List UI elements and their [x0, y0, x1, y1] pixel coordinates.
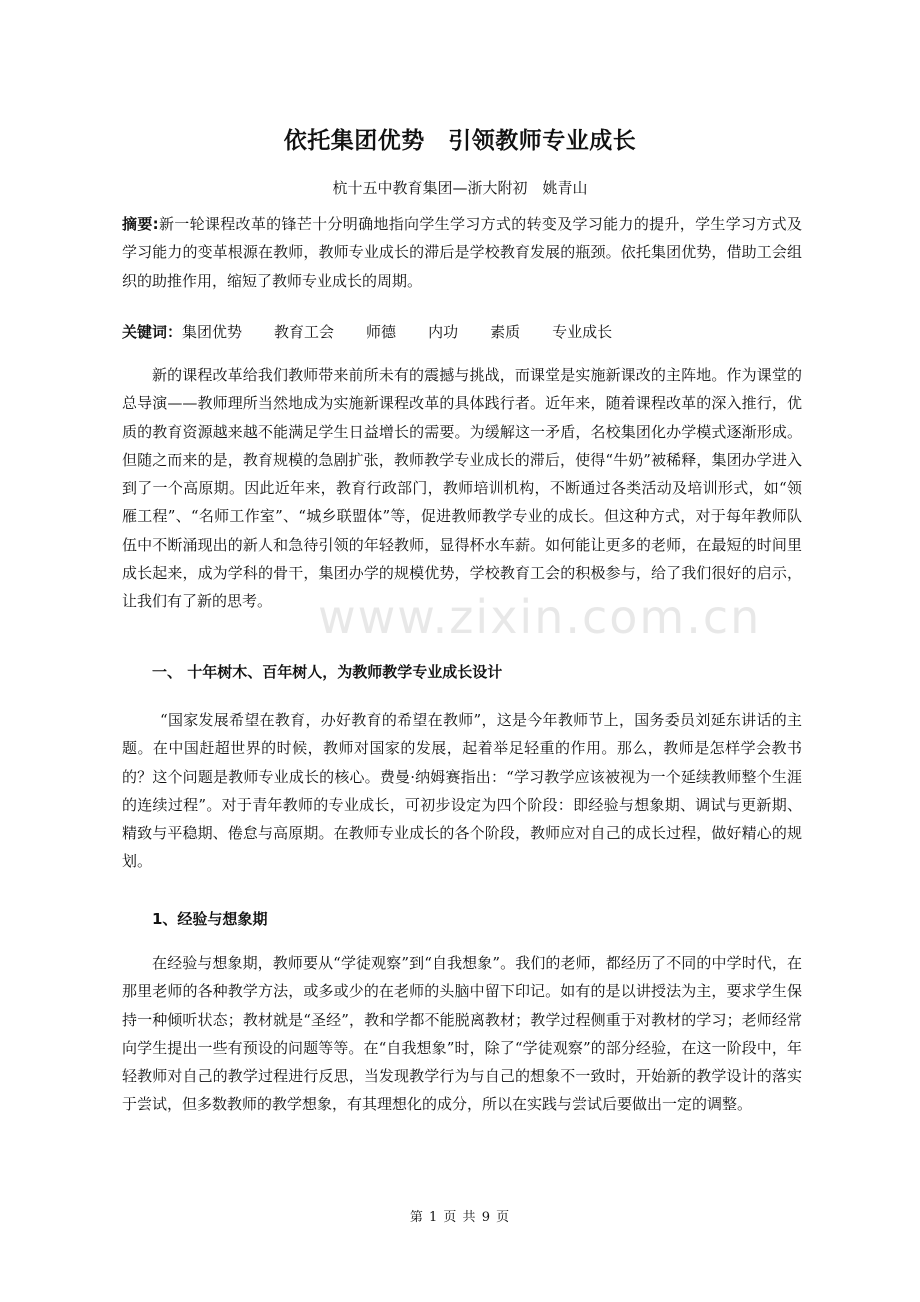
keywords-label: 关键词：	[122, 323, 183, 341]
author-line: 杭十五中教育集团—浙大附初 姚青山	[332, 179, 588, 197]
keyword: 内功	[428, 323, 459, 341]
abstract-label: 摘要:	[122, 215, 159, 233]
page-footer: 第 1 页 共 9 页	[409, 1210, 511, 1225]
keyword: 集团优势	[182, 323, 243, 341]
body-paragraph: “国家发展希望在教育，办好教育的希望在教师”，这是今年教师节上，国务委员刘延东讲话的主题。在中国赶超世界的时候，教师对国家的发展，起着举足轻重的作用。那么，教师是怎样学会教书的？这个问题是教师专业成长的核心。费曼·纳姆赛指出：“学习教学应该被视为一个延续教师整个生涯的连续过程”。对于青年教师的专业成长，可初步设定为四个阶段：即经验与想象期、调试与更新期、精致与平稳期、倦怠与高原期。在教师专业成长的各个阶段，教师应对自己的成长过程，做好精心的规划。	[122, 711, 802, 871]
keyword: 素质	[490, 323, 521, 341]
subsection-heading: 1、经验与想象期	[152, 910, 268, 928]
document-title: 依托集团优势 引领教师专业成长	[283, 128, 637, 154]
section-heading: 一、 十年树木、百年树人，为教师教学专业成长设计	[152, 663, 503, 681]
watermark: www.zixin.com.cn	[318, 590, 762, 644]
abstract	[122, 210, 802, 295]
abstract-text: 新一轮课程改革的锋芒十分明确地指向学生学习方式的转变及学习能力的提升，学生学习方式及学习能力的变革根源在教师，教师专业成长的滞后是学校教育发展的瓶颈。依托集团优势，借助工会组织的助推作用，缩短了教师专业成长的周期。	[122, 215, 802, 290]
keywords	[122, 318, 802, 346]
keyword: 师德	[366, 323, 397, 341]
body-paragraph: 新的课程改革给我们教师带来前所未有的震撼与挑战，而课堂是实施新课改的主阵地。作为课堂的总导演——教师理所当然地成为实施新课程改革的具体践行者。近年来，随着课程改革的深入推行，优质的教育资源越来越不能满足学生日益增长的需要。为缓解这一矛盾，名校集团化办学模式逐渐形成。但随之而来的是，教育规模的急剧扩张，教师教学专业成长的滞后，使得“牛奶”被稀释，集团办学进入到了一个高原期。因此近年来，教育行政部门，教师培训机构，不断通过各类活动及培训形式，如“领雁工程”、“名师工作室”、“城乡联盟体”等，促进教师教学专业的成长。但这种方式，对于每年教师队伍中不断涌现出的新人和急待引领的年轻教师，显得杯水车薪。如何能让更多的老师，在最短的时间里成长起来，成为学科的骨干，集团办学的规模优势，学校教育工会的积极参与，给了我们很好的启示，让我们有了新的思考。	[122, 366, 802, 611]
keyword: 专业成长	[552, 323, 613, 341]
body-paragraph: 在经验与想象期，教师要从“学徒观察”到“自我想象”。我们的老师，都经历了不同的中学时代，在那里老师的各种教学方法，或多或少的在老师的头脑中留下印记。如有的是以讲授法为主，要求学生保持一种倾听状态；教材就是“圣经”，教和学都不能脱离教材；教学过程侧重于对教材的学习；老师经常向学生提出一些有预设的问题等等。在“自我想象”时，除了“学徒观察”的部分经验，在这一阶段中，年轻教师对自己的教学过程进行反思，当发现教学行为与自己的想象不一致时，开始新的教学设计的落实于尝试，但多数教师的教学想象，有其理想化的成分，所以在实践与尝试后要做出一定的调整。	[122, 954, 802, 1114]
keyword: 教育工会	[274, 323, 335, 341]
